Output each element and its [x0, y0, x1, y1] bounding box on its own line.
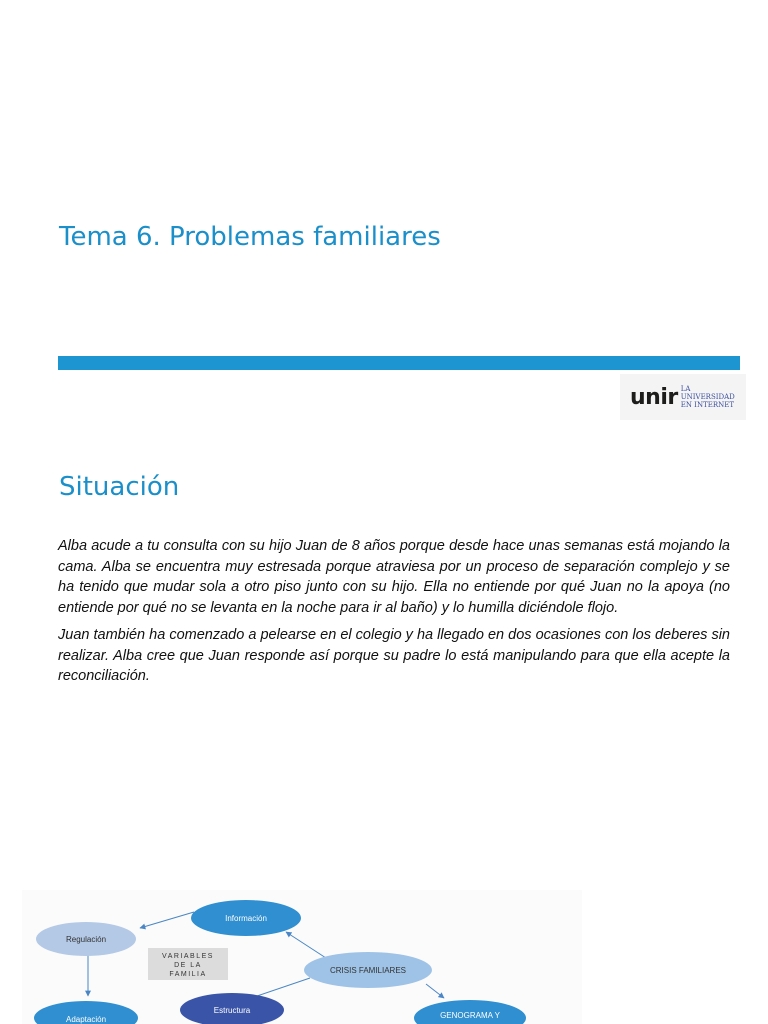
node-adaptacion-label: Adaptación	[65, 1015, 107, 1024]
logo-mark: unir	[630, 384, 678, 410]
title-underline-bar	[58, 356, 740, 370]
arrow-info-to-regulacion	[140, 912, 194, 928]
node-informacion-label: Información	[225, 914, 267, 923]
paragraph-1: Alba acude a tu consulta con su hijo Juan de 8 años porque desde hace unas semanas está mojando la cama. Alba se encuentra muy estresada porque atraviesa por un proceso de separación complejo y se ha tenido que mudar sola a otro piso junto con su hijo. Ella no entiende por qué Juan no la apoya (no entiende por qué no se levanta en la noche para ir al baño) y lo humilla diciéndole flojo.	[58, 538, 730, 616]
arrow-estructura-crisis	[254, 978, 310, 997]
paragraph-2: Juan también ha comenzado a pelearse en el colegio y ha llegado en dos ocasiones con los deberes sin realizar. Alba cree que Juan responde así porque su padre lo está manipulando para que ella acepte la reconciliación.	[58, 627, 730, 684]
arrow-crisis-to-info	[286, 932, 326, 958]
node-variables-line3: FAMILIA	[169, 971, 207, 978]
node-crisis-label: CRISIS FAMILIARES	[329, 966, 407, 975]
arrow-crisis-to-genograma	[426, 984, 444, 998]
section-title: Situación	[59, 472, 180, 502]
logo-text-line1: LA UNIVERSIDAD	[680, 385, 735, 401]
node-estructura-label: Estructura	[213, 1006, 251, 1015]
family-variables-diagram	[22, 890, 582, 1024]
node-variables-line2: DE LA	[174, 962, 202, 969]
case-description	[58, 536, 730, 694]
node-variables-line1: VARIABLES	[162, 953, 214, 960]
unir-logo	[620, 374, 746, 420]
logo-text-line2: EN INTERNET	[680, 401, 735, 409]
page-title: Tema 6. Problemas familiares	[59, 222, 441, 252]
diagram-svg	[22, 890, 582, 1024]
node-regulacion-label: Regulación	[65, 935, 107, 944]
node-genograma-label: GENOGRAMA Y	[440, 1011, 500, 1020]
logo-text	[681, 385, 746, 409]
